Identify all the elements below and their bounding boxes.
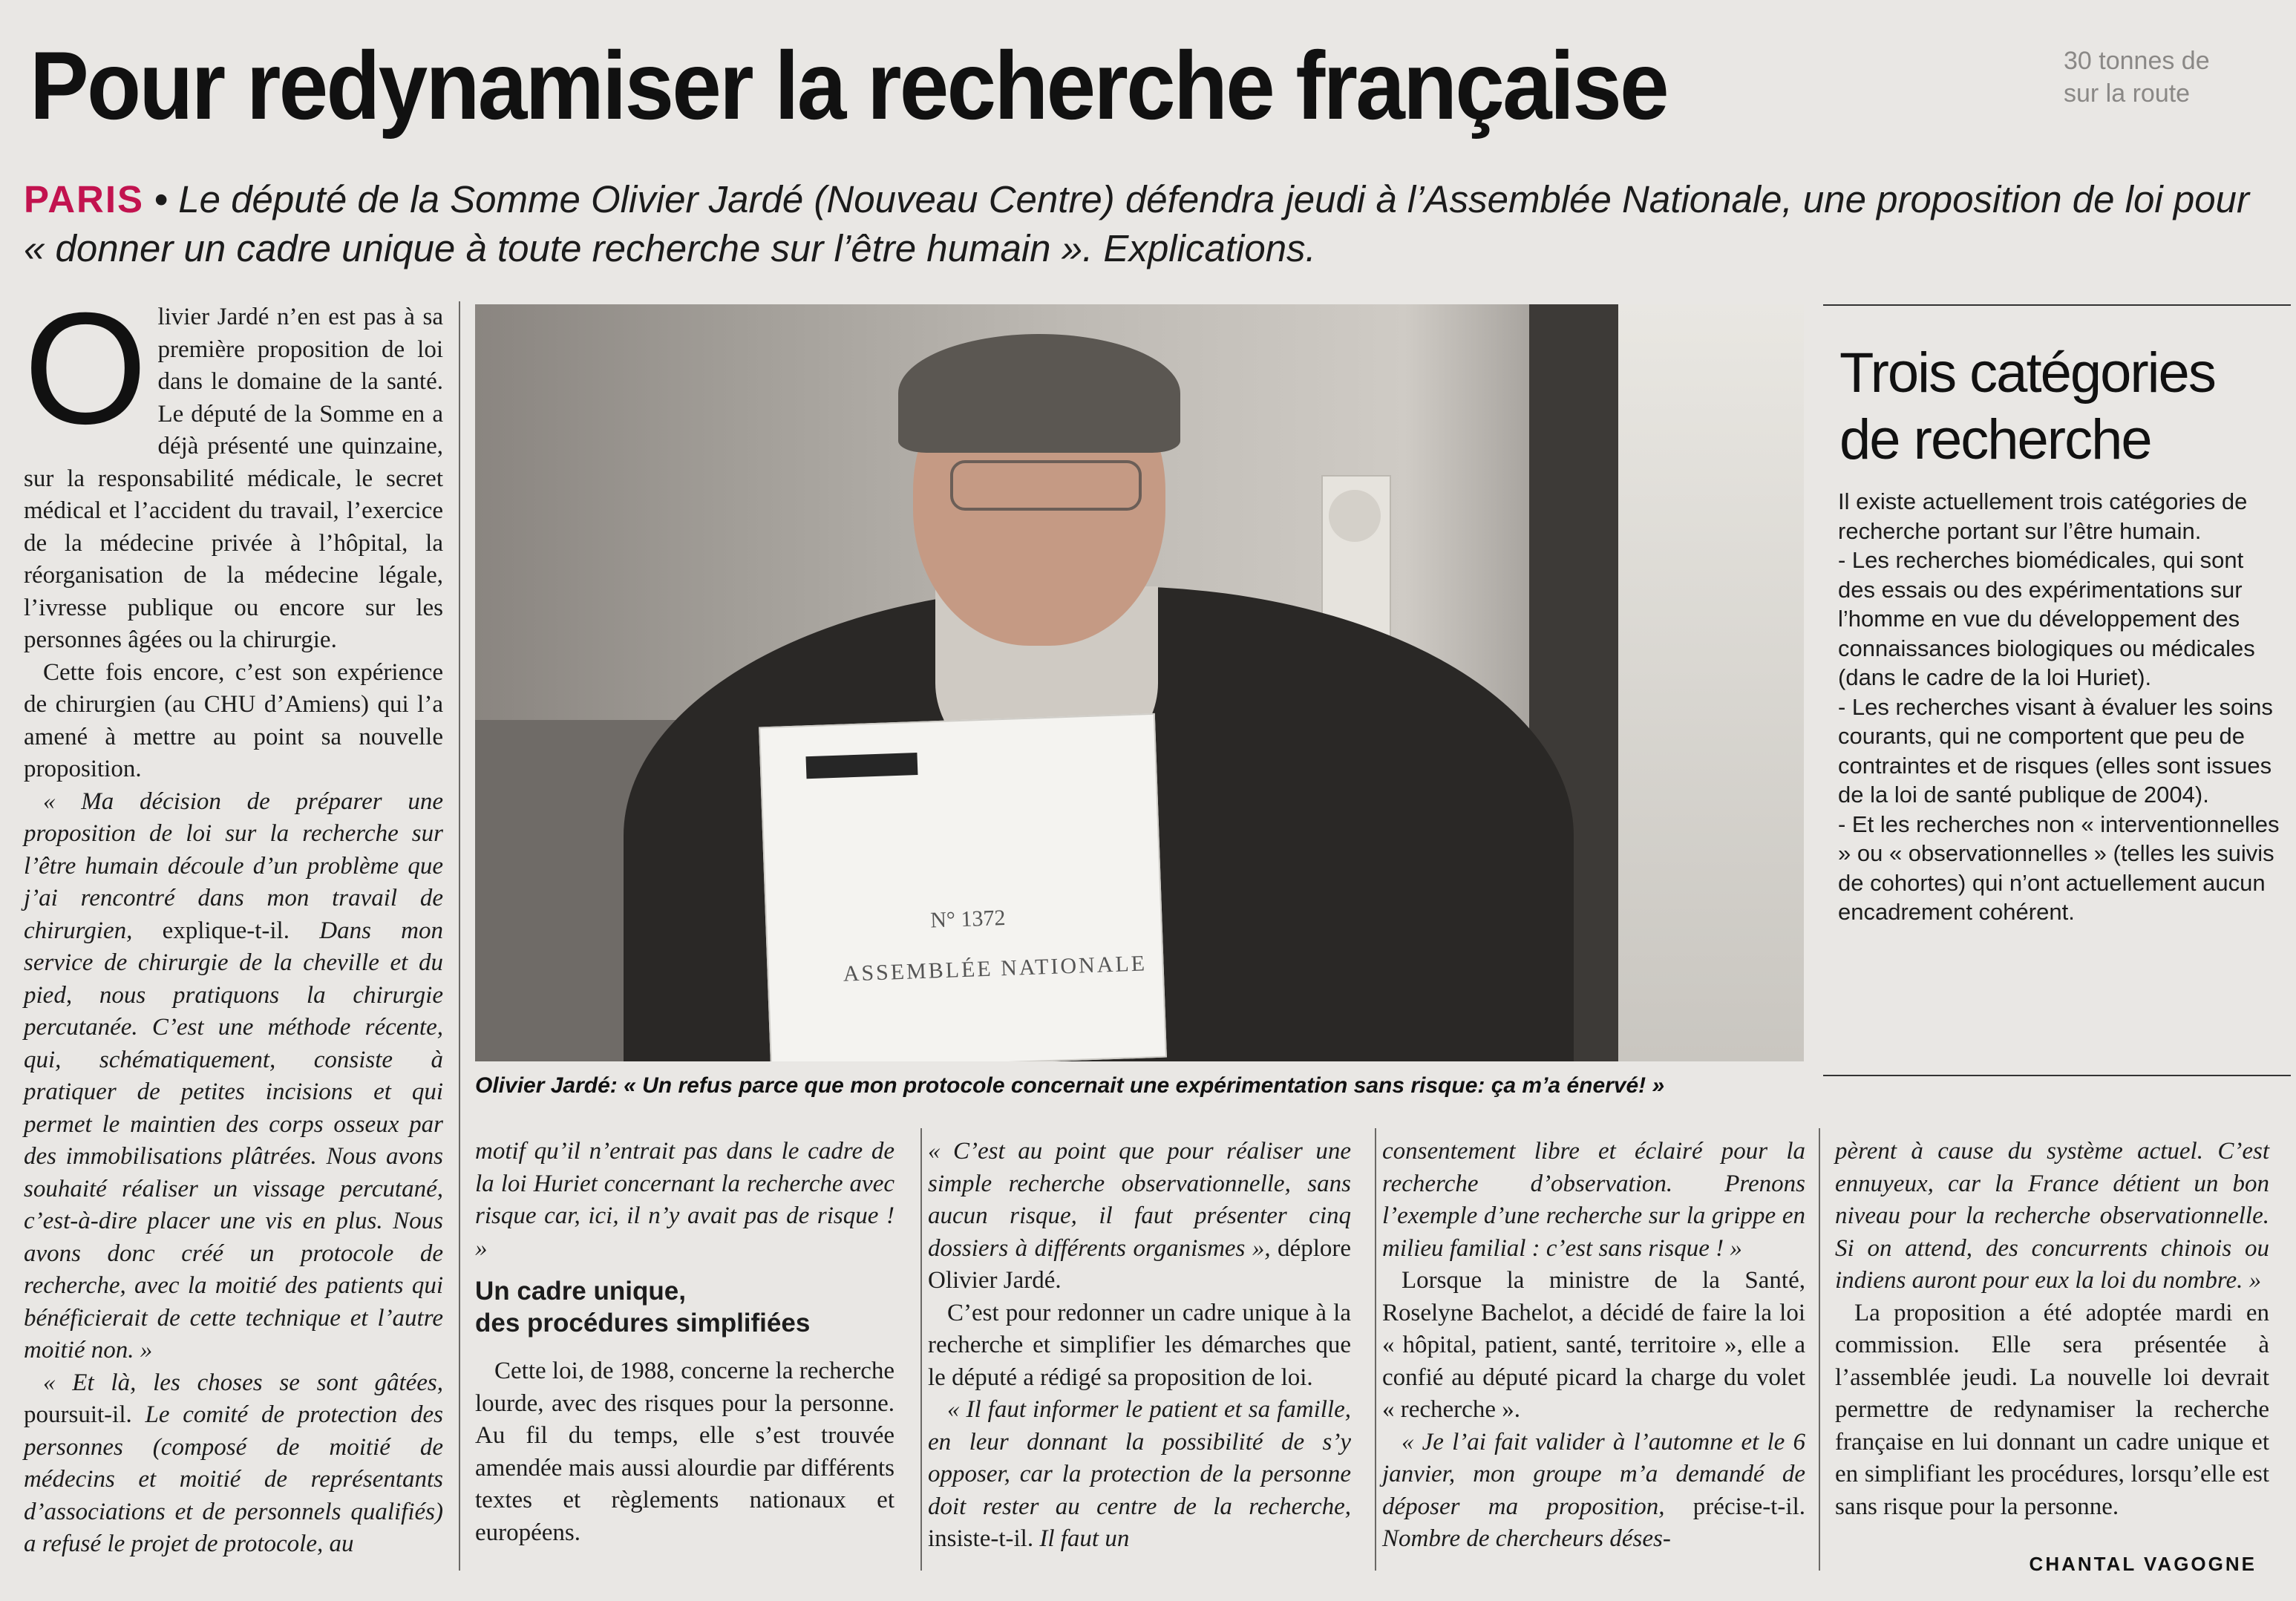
quote-paragraph bbox=[24, 786, 443, 1367]
quote-text: « Je l’ai fait valider à l’automne et le 6 janvier, mon groupe m’a demandé de déposer ma proposition, bbox=[1382, 1428, 1805, 1520]
quote-paragraph bbox=[1835, 1136, 2269, 1297]
opening-text: livier Jardé n’en est pas à sa première proposition de loi dans le domaine de la santé. Le député de la Somme en a déjà présenté une quinzaine, sur la responsabilité médicale, le secret médical et l’accident du travail, l’exercice de la médecine privée à l’hôpital, la réorganisation de la médecine légale, l’ivresse publique ou encore sur les personnes âgées ou la chirurgie. bbox=[24, 304, 443, 653]
quote-text: « Et là, les choses se sont gâtées, bbox=[43, 1369, 443, 1396]
sidebar-title-line: de recherche bbox=[1839, 408, 2151, 471]
quote-text: pèrent à cause du système actuel. C’est ennuyeux, car la France détient un bon niveau pour la recherche observationnelle. Si on attend, des concurrents chinois ou indiens auront pour eux la loi du nombre. » bbox=[1835, 1138, 2269, 1294]
quote-text: « Il faut informer le patient et sa famille, en leur donnant la possibilité de s’y opposer, car la protection de la personne doit rester au centre de la recherche, bbox=[928, 1396, 1351, 1520]
article-column-2 bbox=[475, 1136, 894, 1566]
subhead-line: Un cadre unique, bbox=[475, 1277, 686, 1306]
photo-caption: Olivier Jardé: « Un refus parce que mon protocole concernait une expérimentation sans risque: ça m’a énervé! » bbox=[475, 1073, 1665, 1098]
article-column-5 bbox=[1835, 1136, 2269, 1551]
quote-text: « Ma décision de préparer une proposition de loi sur la recherche sur l’être humain découle d’un problème que j’ai rencontré dans mon travail de chirurgien, bbox=[24, 788, 443, 944]
column-rule bbox=[459, 301, 460, 1571]
quote-text: Dans mon service de chirurgie de la cheville et du pied, nous pratiquons la chirurgie percutanée. C’est une méthode récente, qui, schématiquement, consiste à pratiquer de petites incisions et qui permet le maintien des corps osseux par des immobilisations plâtrées. Nous avons souhaité réaliser un vissage percutané, c’est-à-dire placer une vis en plus. Nous avons donc créé un protocole de recherche, avec la moitié des patients qui bénéficierait de cette technique et l’autre moitié non. » bbox=[24, 917, 443, 1363]
dateline-kicker: PARIS bbox=[24, 178, 145, 220]
body-paragraph bbox=[475, 1136, 894, 1265]
portrait-glasses bbox=[950, 460, 1142, 511]
attribution: précise-t-il. bbox=[1664, 1493, 1805, 1520]
article-column-3 bbox=[928, 1136, 1351, 1566]
lead-text: Le député de la Somme Olivier Jardé (Nouveau Centre) défendra jeudi à l’Assemblée Nationale, une proposition de loi pour « donner un cadre unique à toute recherche sur l’être humain ». Explications. bbox=[24, 178, 2249, 269]
section-subhead bbox=[475, 1275, 894, 1339]
quote-text: Le comité de protection des personnes (composé de moitié de médecins et moitié de représentants d’associations et de personnels qualifiés) a refusé le projet de protocole, au bbox=[24, 1401, 444, 1557]
adjacent-fragment-line: 30 tonnes de bbox=[2064, 47, 2210, 75]
quote-text: motif qu’il n’entrait pas dans le cadre de la loi Huriet concernant la recherche avec risque car, ici, il n’y avait pas de risque ! » bbox=[475, 1138, 894, 1262]
document-logo-bar bbox=[805, 753, 918, 779]
quote-paragraph bbox=[928, 1136, 1351, 1297]
attribution: poursuit-il. bbox=[24, 1401, 145, 1428]
sidebar-intro: Il existe actuellement trois catégories de recherche portant sur l’être humain. bbox=[1838, 488, 2248, 544]
quote-paragraph bbox=[24, 1367, 443, 1561]
opening-paragraph bbox=[24, 280, 443, 657]
column-rule bbox=[1819, 1128, 1820, 1571]
document-heading: ASSEMBLÉE NATIONALE bbox=[843, 951, 1148, 986]
subhead-line: des procédures simplifiées bbox=[475, 1309, 811, 1338]
adjacent-fragment-line: sur la route bbox=[2064, 79, 2191, 108]
quote-text: « C’est au point que pour réaliser une simple recherche observationnelle, sans aucun risque, il faut présenter cinq dossiers à différents organismes », bbox=[928, 1138, 1351, 1262]
attribution: insiste-t-il. bbox=[928, 1525, 1040, 1552]
article-column-4 bbox=[1382, 1136, 1805, 1566]
sidebar-body bbox=[1838, 487, 2283, 927]
column-rule bbox=[920, 1128, 922, 1571]
quote-paragraph bbox=[1382, 1427, 1805, 1556]
body-paragraph: La proposition a été adoptée mardi en commission. Elle sera présentée à l’assemblée jeudi. La nouvelle loi devrait permettre de redynamiser la recherche française en lui donnant un cadre unique et en simplifiant les procédures, lorsqu’elle est sans risque pour la personne. bbox=[1835, 1299, 2269, 1520]
quote-text: consentement libre et éclairé pour la recherche d’observation. Prenons l’exemple d’une recherche sur la grippe en milieu familial : c’est sans risque ! » bbox=[1382, 1138, 1805, 1262]
adjacent-article-fragment bbox=[2064, 45, 2286, 163]
body-paragraph: Cette fois encore, c’est son expérience de chirurgien (au CHU d’Amiens) qui l’a amené à mettre au point sa nouvelle proposition. bbox=[24, 658, 443, 782]
sidebar-list-item: - Et les recherches non « interventionnelles » ou « observationnelles » (telles les suivis de cohortes) qui n’ont actuellement aucun encadrement cohérent. bbox=[1838, 811, 2280, 925]
quote-text: Il faut un bbox=[1039, 1525, 1130, 1552]
bullet-separator: • bbox=[154, 178, 169, 220]
article-column-1 bbox=[24, 280, 444, 1571]
author-byline: CHANTAL VAGOGNE bbox=[2029, 1553, 2257, 1575]
lead-paragraph bbox=[24, 175, 2280, 279]
headline: Pour redynamiser la recherche française bbox=[30, 31, 1667, 140]
article-photo bbox=[475, 304, 1804, 1061]
power-outlet bbox=[1329, 490, 1381, 542]
column-rule bbox=[1375, 1128, 1376, 1571]
body-paragraph: Cette loi, de 1988, concerne la recherche lourde, avec des risques pour la personne. Au fil du temps, elle s’est trouvée amendée mais aussi alourdie par différents textes et règlements nationaux et européens. bbox=[475, 1358, 894, 1546]
sidebar-box bbox=[1823, 304, 2291, 1076]
document-number: N° 1372 bbox=[929, 906, 1006, 933]
held-document bbox=[759, 713, 1167, 1061]
sidebar-list-item: - Les recherches biomédicales, qui sont des essais ou des expérimentations sur l’homme en vue du développement des connaissances biologiques ou médicales (dans le cadre de la loi Huriet). bbox=[1838, 547, 2255, 690]
quote-paragraph bbox=[928, 1394, 1351, 1556]
attribution: explique-t-il. bbox=[132, 917, 320, 944]
quote-paragraph bbox=[1382, 1136, 1805, 1265]
sidebar-list-item: - Les recherches visant à évaluer les soins courants, qui ne comportent que peu de contraintes et de risques (elles sont issues de la loi de santé publique de 2004). bbox=[1838, 693, 2273, 808]
body-paragraph: Lorsque la ministre de la Santé, Roselyne Bachelot, a décidé de faire la loi « hôpital, patient, santé, territoire », elle a confié au député picard la charge du volet « recherche ». bbox=[1382, 1267, 1805, 1423]
sidebar-title-line: Trois catégories bbox=[1839, 341, 2215, 405]
drop-cap: O bbox=[24, 280, 148, 457]
sidebar-title bbox=[1839, 340, 2285, 474]
attribution: déplore Olivier Jardé. bbox=[928, 1234, 1352, 1294]
portrait-hair bbox=[898, 334, 1180, 453]
quote-text: Nombre de chercheurs déses- bbox=[1382, 1525, 1671, 1552]
body-paragraph: C’est pour redonner un cadre unique à la recherche et simplifier les démarches que le député a rédigé sa proposition de loi. bbox=[928, 1299, 1351, 1391]
